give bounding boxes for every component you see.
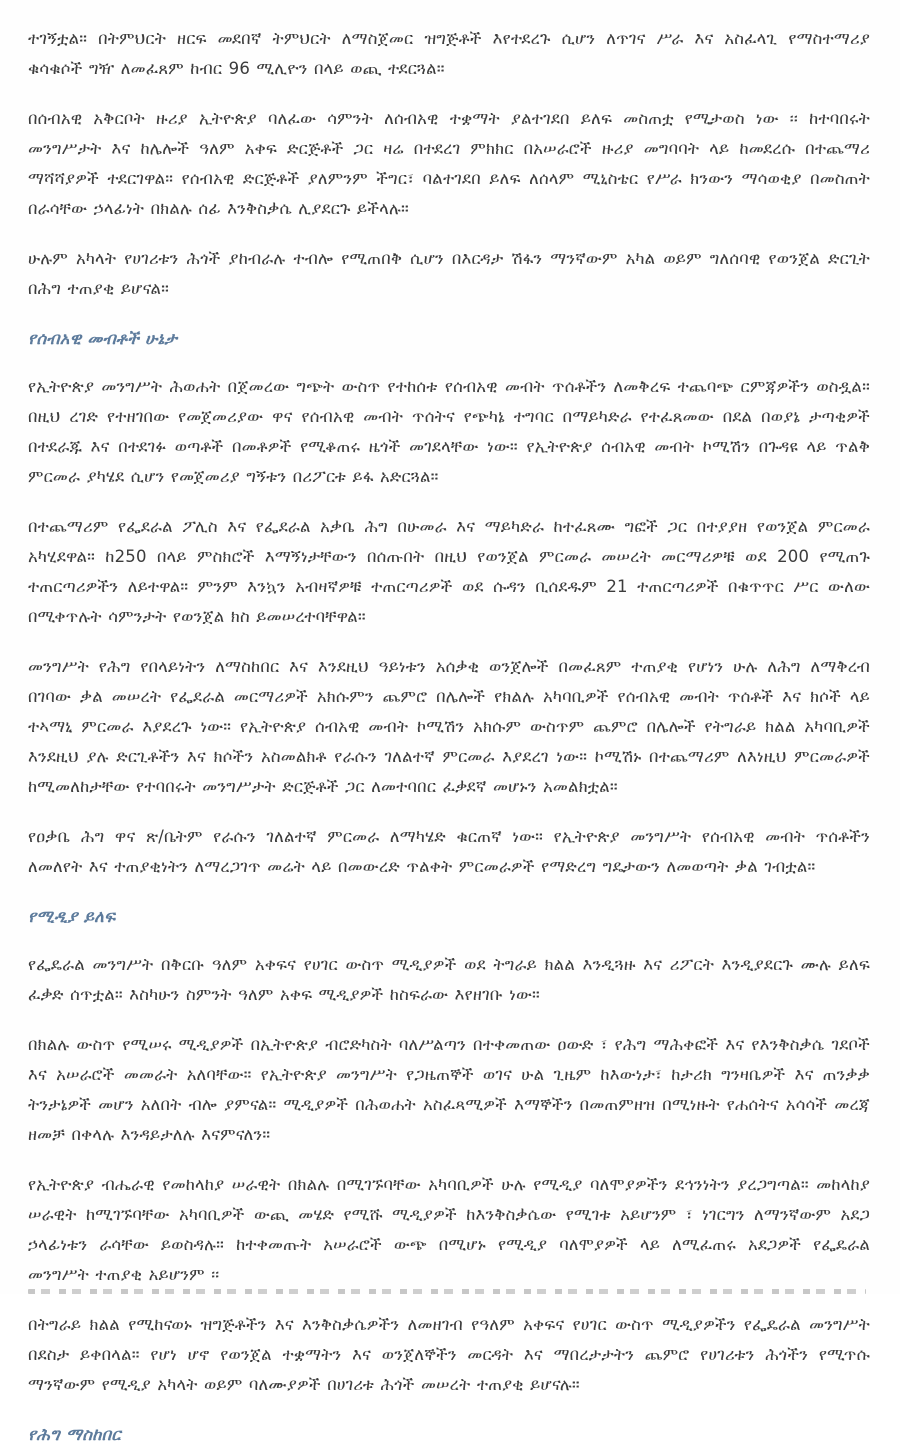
doc-paragraph-humanitarian-access: በሰብአዊ አቅርቦት ዙሪያ ኢትዮጵያ ባለፈው ሳምንት ለሰብአዊ ተቋማት ያልተገደበ ይለፍ መስጠቷ የሚታወስ ነው ፡፡ ከተባበሩት መንግሥታት እና ከሌሎች ዓለም አቀፍ ድርጅቶች ጋር ዛሬ በተደረገ ምክክር በአሠራሮች ዙሪያ መግባባት ላይ ከመደረሱ በተጨማሪ ማሻሻያዎች ተደርገዋል። የሰብአዊ ድርጅቶች ያለምንም ችግር፣ ባልተገደበ ይለፍ ለሰላም ሚኒስቴር የሥራ ክንውን ማሳወቂያ በመስጠት በራሳቸው ኃላፊነት በክልሉ ሰፊ እንቅስቃሴ ሊያደርጉ ይችላሉ። — [28, 109, 870, 218]
section-heading-human-rights-situation: የሰብአዊ መብቶች ሁኔታ — [28, 329, 178, 348]
doc-paragraph-criminal-investigation-suspects: በተጨማሪም የፌደራል ፖሊስ እና የፌደራል አቃቤ ሕግ በሁመራ እና ማይካድራ ከተፈጸሙ ግፎች ጋር በተያያዘ የወንጀል ምርመራ አካሂደዋል። ከ250 በላይ ምስክሮች እማኝነታቸውን በሰጡበት በዚህ የወንጀል ምርመራ መሠረት መርማሪዎቹ ወደ 200 የሚጠጉ ተጠርጣሪዎችን ለይተዋል። ምንም እንኳን አብዛኛዎቹ ተጠርጣሪዎች ወደ ሱዳን ቢሰደዱም 21 ተጠርጣሪዎች በቁጥጥር ሥር ውለው በሚቀጥሉት ሳምንታት የወንጀል ክስ ይመሠረተባቸዋል። — [28, 517, 870, 626]
doc-paragraph-rule-of-law-investigations: መንግሥት የሕግ የበላይነትን ለማስከበር እና እንደዚህ ዓይነቱን አሰቃቂ ወንጀሎች በመፈጸም ተጠያቂ የሆነን ሁሉ ለሕግ ለማቅረብ በገባው ቃል መሠረት የፌደራል መርማሪዎች አክሱምን ጨምሮ በሌሎች የክልሉ አካባቢዎች የሰብአዊ መብት ጥሰቶች እና ክሶች ላይ ተኣማኒ ምርመራ እያደረጉ ነው። የኢትዮጵያ ሰብአዊ መብት ኮሚሽን አክሱም ውስጥም ጨምሮ በሌሎች የትግራይ ክልል አካባቢዎች እንደዚህ ያሉ ድርጊቶችን እና ክሶችን አስመልክቶ የራሱን ገለልተኛ ምርመራ እያደረገ ነው። ኮሚሽኑ በተጨማሪም ለእነዚህ ምርመራዎች ከሚመለከታቸው የተባበሩት መንግሥታት ድርጅቶች ጋር ለመተባበር ፈቃደኛ መሆኑን አመልክቷል። — [28, 657, 870, 796]
doc-paragraph-media-safety: የኢትዮጵያ ብሔራዊ የመከላከያ ሠራዊት በክልሉ በሚገኙባቸው አካባቢዎች ሁሉ የሚዲያ ባለሞያዎችን ደኅንነትን ያረጋግጣል። መከላከያ ሠራዊት ከሚገኙባቸው አካባቢዎች ውጪ መሄድ የሚሹ ሚዲያዎች ከእንቅስቃሴው የሚገቱ አይሆንም ፣ ነገርግን ለማንኛውም አደጋ ኃላፊነቱን ራሳቸው ይወስዳሉ። ከተቀመጡት አሠራሮች ውጭ በሚሆኑ የሚዲያ ባለሞያዎች ላይ ለሚፈጠሩ አደጋዎች የፌዴራል መንግሥት ተጠያቂ አይሆንም ፡፡ — [28, 1175, 870, 1284]
section-heading-law-enforcement: የሕግ ማስከበር — [28, 1425, 121, 1444]
doc-paragraph-media-permit: የፌዴራል መንግሥት በቅርቡ ዓለም አቀፍና የሀገር ውስጥ ሚዲያዎች ወደ ትግራይ ክልል እንዲጓዙ እና ሪፖርት እንዲያደርጉ ሙሉ ይለፍ ፈቃድ ሰጥቷል። እስካሁን ስምንት ዓለም አቀፍ ሚዲያዎች ከስፍራው እየዘገቡ ነው። — [28, 955, 870, 1004]
doc-paragraph-attorney-general-commitment: የዐቃቤ ሕግ ዋና ጽ/ቤትም የራሱን ገለልተኛ ምርመራ ለማካሄድ ቁርጠኛ ነው። የኢትዮጵያ መንግሥት የሰብአዊ መብት ጥሰቶችን ለመለየት እና ተጠያቂነትን ለማረጋገጥ መሬት ላይ በመውረድ ጥልቀት ምርመራዎች የማድረግ ግዴታውን ለመወጣት ቃል ገብቷል። — [28, 827, 870, 876]
doc-paragraph-media-welcome-warning: በትግራይ ክልል የሚከናወኑ ዝግጅቶችን እና እንቅስቃሴዎችን ለመዘገብ የዓለም አቀፍና የሀገር ውስጥ ሚዲያዎችን የፌዴራል መንግሥት በደስታ ይቀበላል። የሆነ ሆኖ የወንጀል ተቋማትን እና ወንጀለኞችን መርዳት እና ማበረታታትን ጨምሮ የሀገሪቱን ሕጎችን የሚጥሱ ማንኛውም የሚዲያ አካላት ወይም ባለሙያዎች በሀገሪቱ ሕጎች መሠረት ተጠያቂ ይሆናሉ። — [28, 1315, 870, 1394]
doc-paragraph-legal-accountability-note: ሁሉም አካላት የሀገሪቱን ሕጎች ያከብራሉ ተብሎ የሚጠበቅ ሲሆን በእርዳታ ሽፋን ማንኛውም አካል ወይም ግለሰባዊ የወንጀል ድርጊት በሕግ ተጠያቂ ይሆናል። — [28, 249, 870, 298]
doc-paragraph-rights-violations-maikadra: የኢትዮጵያ መንግሥት ሕወሐት በጀመረው ግጭት ውስጥ የተከሰቱ የሰብአዊ መብት ጥሰቶችን ለመቅረፍ ተጨባጭ ርምጃዎችን ወስዷል። በዚህ ረገድ የተዘገበው የመጀመሪያው ዋና የሰብአዊ መብት ጥሰትና የጭካኔ ተግባር በማይካድራ የተፈጸመው በደል በወያኔ ታጣቂዎች በተደራጁ እና በተደገፉ ወጣቶች በመቶዎች የሚቆጠሩ ዜጎች መገደላቸው ነው። የኢትዮጵያ ሰብአዊ መብት ኮሚሽን በጉዳዩ ላይ ጥልቅ ምርመራ ያካሄደ ሲሆን የመጀመሪያ ግኝቱን በሪፖርቱ ይፋ አድርጓል። — [28, 377, 870, 486]
doc-paragraph-media-rules: በክልሉ ውስጥ የሚሠሩ ሚዲያዎች በኢትዮጵያ ብሮድካስት ባለሥልጣን በተቀመጠው ዐውድ ፣ የሕግ ማሕቀፎች እና የእንቅስቃሴ ገደቦች እና አሠራሮች መመራት አለባቸው። የኢትዮጵያ መንግሥት የጋዜጠኞች ወገና ሁል ጊዜም ከእውነታ፣ ከታሪክ ግንዛቤዎች እና ጠንቃቃ ትንታኔዎች መሆን አለበት ብሎ ያምናል። ሚዲያዎች በሕወሐት አስፈጻሚዎች እማኞችን በመጠምዘዝ በሚነዙት የሐሰትና አሳሳች መረጃ ዘመቻ በቀላሉ እንዳይታለሉ እናምናለን። — [28, 1035, 870, 1144]
cropped-next-line-fragment — [28, 1289, 866, 1294]
section-heading-media-access: የሚዲያ ይለፍ — [28, 907, 116, 926]
doc-paragraph-education-budget: ተገኝቷል። በትምህርት ዘርፍ መደበኛ ትምህርት ለማስጀመር ዝግጅቶች እየተደረጉ ሲሆን ለጥገና ሥራ እና አስፈላጊ የማስተማሪያ ቁሳቁሶች ግዥ ለመፈጸም ከብር 96 ሚሊዮን በላይ ወጪ ተደርጓል። — [28, 29, 870, 78]
